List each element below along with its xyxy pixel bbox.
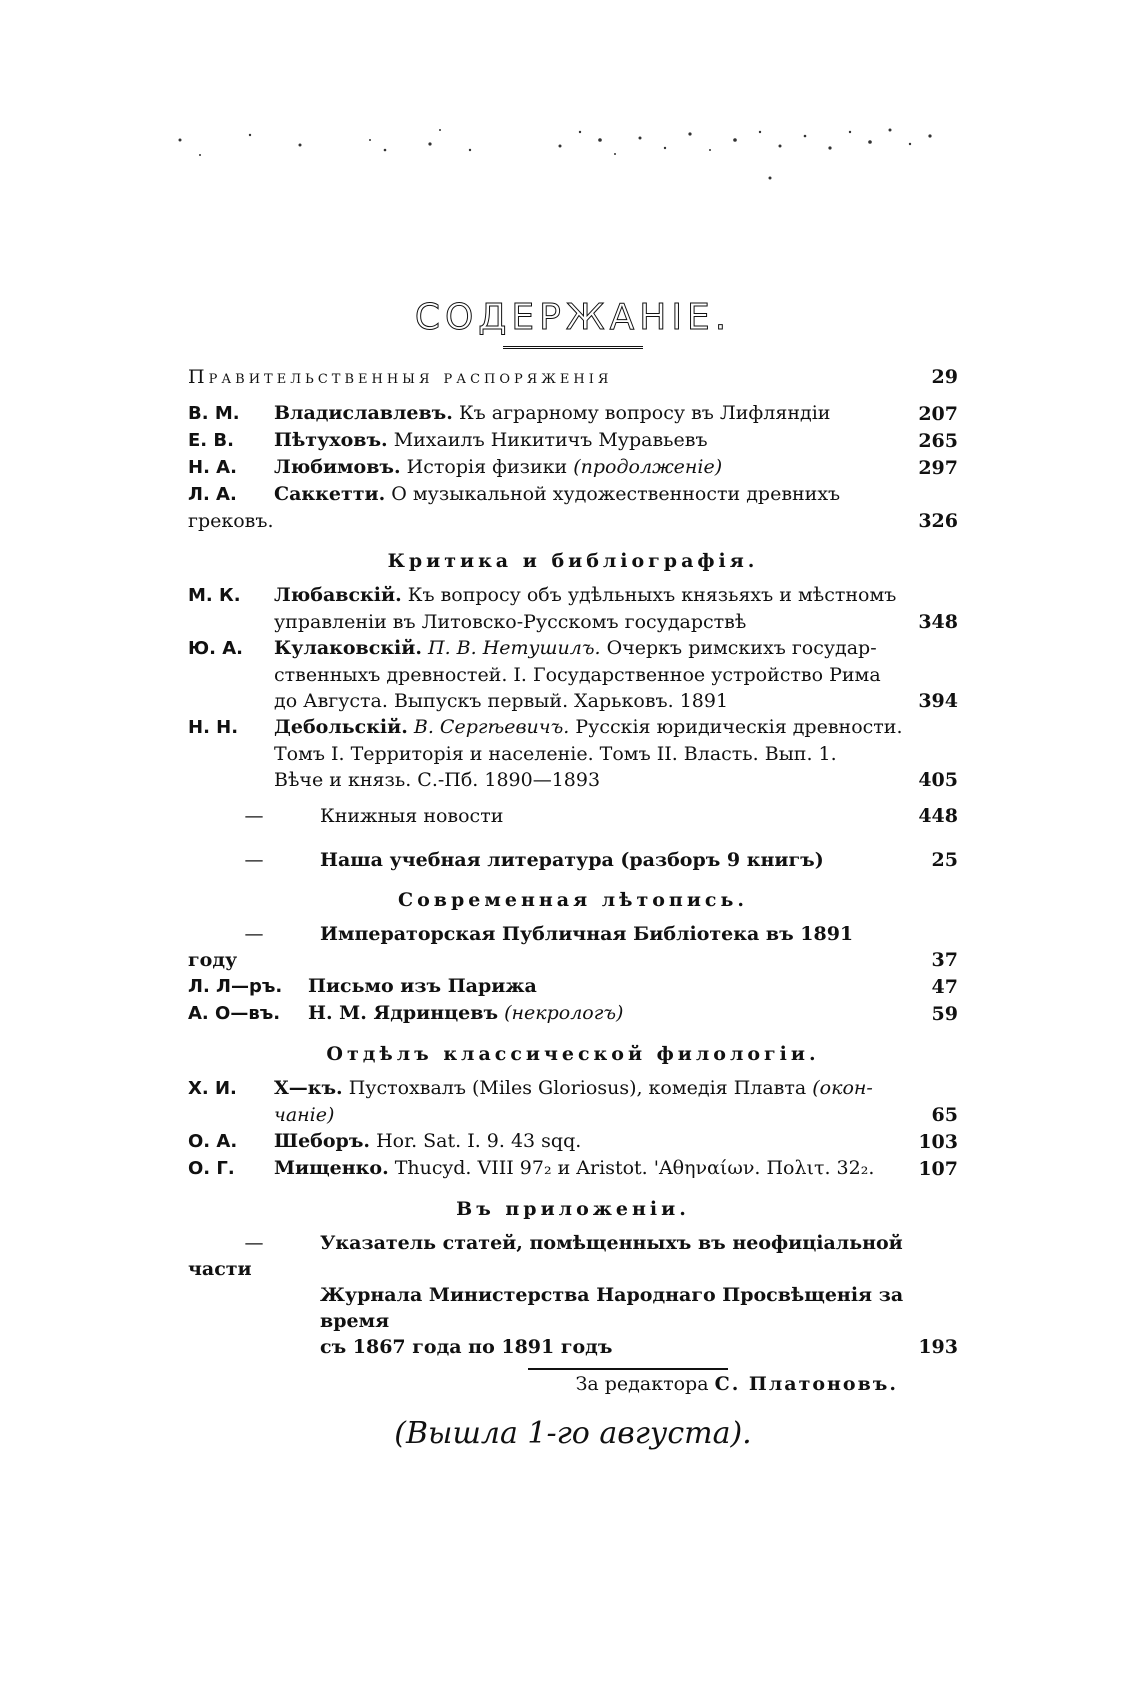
entry-author-initials: М. К.	[188, 585, 241, 606]
entry-dash: —	[244, 849, 264, 871]
page-number: 103	[918, 1131, 958, 1153]
toc-entry-cont	[188, 741, 958, 767]
entry-title: Исторія физики	[406, 456, 568, 478]
page-number: 59	[931, 1003, 958, 1025]
entry-dash: —	[244, 805, 264, 827]
table-of-contents	[188, 296, 958, 1451]
toc-entry-cont	[188, 1102, 958, 1128]
entry-title-line: Указатель статей, помѣщенныхъ въ неофиціальной части	[188, 1232, 903, 1280]
entry-title-line: Русскія юридическія древности.	[575, 716, 903, 738]
page-number: 405	[918, 769, 958, 791]
entry-title-line: ственныхъ древностей. I. Государственное устройство Рима	[274, 664, 881, 686]
entry-author-initials: Л. Л—ръ.	[188, 976, 283, 997]
entry-dash: —	[244, 923, 264, 945]
entry-author-initials: Ю. А.	[188, 638, 244, 659]
toc-entry	[188, 921, 958, 973]
entry-author-initials: Л. А.	[188, 484, 237, 505]
entry-title-line: съ 1867 года по 1891 годъ	[320, 1336, 613, 1358]
entry-author-name: Х—къ.	[274, 1077, 343, 1099]
page-number: 65	[931, 1104, 958, 1126]
toc-entry-textbooks	[188, 847, 958, 873]
entry-title-line: управленіи въ Литовско-Русскомъ государствѣ	[274, 611, 747, 633]
entry-title-line: Вѣче и князь. С.-Пб. 1890—1893	[274, 769, 601, 791]
entry-author-initials: О. А.	[188, 1131, 238, 1152]
toc-entry-cont	[188, 1334, 958, 1360]
entry-title: Thucyd. VIII 97₂ и Aristot. 'Αθηναίων. Πολιτ. 32₂.	[394, 1157, 875, 1179]
toc-entry	[188, 400, 958, 427]
entry-title: Наша учебная литература (разборъ 9 книгъ)	[320, 849, 824, 871]
entry-author-initials: О. Г.	[188, 1158, 235, 1179]
toc-entry	[188, 714, 958, 741]
entry-title-line: Очеркъ римскихъ государ-	[606, 637, 877, 659]
entry-title: Къ аграрному вопросу въ Лифляндіи	[458, 402, 831, 424]
toc-entry-cont	[188, 767, 958, 793]
entry-author-name: Дебольскій.	[274, 716, 408, 738]
title-divider	[503, 346, 643, 352]
entry-title: О музыкальной художественности древнихъ грековъ.	[188, 483, 841, 532]
toc-entry-cont	[188, 609, 958, 635]
page-number: 265	[918, 430, 958, 452]
entry-author-name: Мищенко.	[274, 1157, 389, 1179]
page-number: 297	[918, 457, 958, 479]
editor-signature	[188, 1370, 958, 1398]
toc-entry-cont	[188, 662, 958, 688]
page-number: 193	[918, 1336, 958, 1358]
page-number: 47	[931, 976, 958, 998]
entry-title: Михаилъ Никитичъ Муравьевъ	[393, 429, 708, 451]
entry-author-initials: Н. А.	[188, 457, 237, 478]
entry-author-name: Владиславлевъ.	[274, 402, 453, 424]
page-number: 107	[918, 1158, 958, 1180]
section-heading-classical: Отдѣлъ классической филологіи.	[326, 1043, 820, 1065]
entry-author-initials: Х. И.	[188, 1078, 237, 1099]
toc-entry	[188, 427, 958, 454]
toc-entry-appendix	[188, 1230, 958, 1282]
toc-entry	[188, 635, 958, 662]
section-heading-appendix: Въ приложеніи.	[456, 1198, 690, 1220]
section-heading-gov: Правительственныя распоряженія	[188, 366, 613, 388]
toc-entry-gov	[188, 364, 958, 390]
entry-note: (некрологъ)	[504, 1002, 624, 1024]
entry-note: чаніе)	[274, 1104, 335, 1126]
entry-reviewed-author: В. Сергѣевичъ.	[413, 716, 570, 738]
scan-noise-specks	[170, 120, 990, 190]
page-number: 348	[918, 611, 958, 633]
toc-entry-books-news	[188, 803, 958, 829]
entry-title: Н. М. Ядринцевъ	[308, 1002, 499, 1024]
toc-entry	[188, 1128, 958, 1155]
entry-author-initials: В. М.	[188, 403, 240, 424]
entry-title-line: Пустохвалъ (Miles Gloriosus), комедія Плавта	[348, 1077, 807, 1099]
entry-title-line: Журнала Министерства Народнаго Просвѣщенія за время	[320, 1284, 904, 1332]
page-number: 448	[918, 805, 958, 827]
toc-entry	[188, 454, 958, 481]
entry-title-line: Томъ I. Территорія и населеніе. Томъ II. Власть. Вып. 1.	[274, 743, 837, 765]
signature-prefix: За редактора	[575, 1373, 709, 1395]
entry-reviewed-author: П. В. Нетушилъ.	[428, 637, 601, 659]
entry-dash: —	[244, 1232, 264, 1254]
toc-entry	[188, 481, 958, 534]
entry-title-line: до Августа. Выпускъ первый. Харьковъ. 1891	[274, 690, 729, 712]
entry-note: (окон-	[812, 1077, 873, 1099]
page-title: СОДЕРЖАНІЕ.	[414, 297, 732, 338]
entry-title: Письмо изъ Парижа	[308, 975, 537, 997]
entry-author-name: Кулаковскій.	[274, 637, 422, 659]
signature-name: С. Платоновъ.	[714, 1373, 898, 1395]
section-heading-criticism: Критика и библіографія.	[387, 550, 759, 572]
toc-entry	[188, 582, 958, 609]
entry-title: Императорская Публичная Библіотека въ 1891 году	[188, 923, 854, 971]
entry-author-name: Саккетти.	[274, 483, 386, 505]
page-number: 37	[931, 949, 958, 971]
entry-author-name: Пѣтуховъ.	[274, 429, 388, 451]
toc-entry	[188, 1075, 958, 1102]
entry-author-initials: Е. В.	[188, 430, 234, 451]
toc-entry	[188, 973, 958, 1000]
toc-entry	[188, 1000, 958, 1027]
entry-author-initials: Н. Н.	[188, 717, 239, 738]
entry-author-name: Любимовъ.	[274, 456, 401, 478]
entry-author-name: Шеборъ.	[274, 1130, 371, 1152]
toc-entry	[188, 1155, 958, 1182]
handwritten-release-note: (Вышла 1-го августа).	[394, 1416, 752, 1451]
entry-title: Книжныя новости	[320, 805, 504, 827]
page-number: 29	[931, 366, 958, 388]
entry-author-name: Любавскій.	[274, 584, 402, 606]
entry-title: Hor. Sat. I. 9. 43 sqq.	[376, 1130, 582, 1152]
section-heading-chronicle: Современная лѣтопись.	[397, 889, 749, 911]
page-number: 207	[918, 403, 958, 425]
page-number: 326	[918, 510, 958, 532]
page-number: 394	[918, 690, 958, 712]
toc-entry-cont	[188, 688, 958, 714]
page-number: 25	[931, 849, 958, 871]
entry-author-initials: А. О—въ.	[188, 1003, 281, 1024]
toc-entry-cont	[188, 1282, 958, 1334]
entry-title-line: Къ вопросу объ удѣльныхъ князьяхъ и мѣстномъ	[407, 584, 897, 606]
entry-note: (продолженіе)	[573, 456, 723, 478]
